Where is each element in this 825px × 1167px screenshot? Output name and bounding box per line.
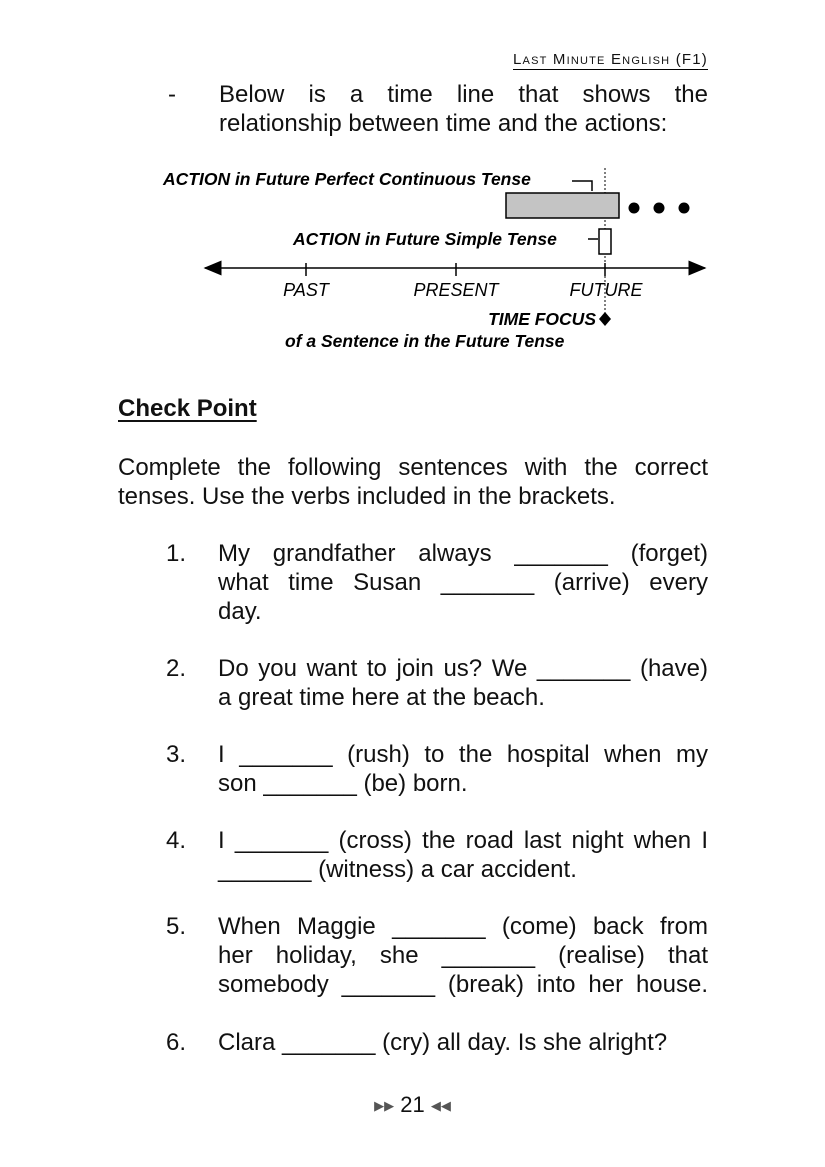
time-focus-caption: of a Sentence in the Future Tense bbox=[285, 331, 565, 351]
exercise-line: I _______ (cross) the road last night when I bbox=[218, 827, 708, 854]
exercise-line: somebody _______ (break) into her house. bbox=[218, 971, 708, 998]
exercise-line: son _______ (be) born. bbox=[218, 770, 468, 797]
intro-line-2: relationship between time and the actions: bbox=[219, 110, 668, 137]
backward-arrows-icon: ◀◀ bbox=[430, 1098, 451, 1114]
label-future-simple: ACTION in Future Simple Tense bbox=[293, 229, 557, 249]
bullet-dash: - bbox=[168, 81, 176, 108]
exercise-line: day. bbox=[218, 598, 262, 625]
continuation-dot-3 bbox=[679, 203, 690, 214]
check-point-heading: Check Point bbox=[118, 395, 257, 422]
exercise-line: Do you want to join us? We _______ (have) bbox=[218, 655, 708, 682]
exercise-number: 2. bbox=[166, 655, 187, 682]
intro-line-1: Below is a time line that shows the bbox=[219, 81, 708, 108]
exercise-number: 6. bbox=[166, 1029, 187, 1056]
action-bar-perfect-continuous bbox=[506, 193, 619, 218]
tick-label-future: FUTURE bbox=[569, 280, 643, 300]
exercise-line: My grandfather always _______ (forget) bbox=[218, 540, 708, 567]
exercise-line: I _______ (rush) to the hospital when my bbox=[218, 741, 708, 768]
tick-label-present: PRESENT bbox=[413, 280, 499, 300]
exercise-line: When Maggie _______ (come) back from bbox=[218, 913, 708, 940]
exercise-number: 5. bbox=[166, 913, 187, 940]
exercise-line: a great time here at the beach. bbox=[218, 684, 545, 711]
time-focus-label: TIME FOCUS bbox=[488, 309, 596, 329]
connector-perfect-continuous bbox=[572, 181, 592, 191]
exercise-number: 3. bbox=[166, 741, 187, 768]
check-point-instructions: Complete the following sentences with the correct tenses. Use the verbs included in the brackets. bbox=[118, 454, 708, 510]
forward-arrows-icon: ▶▶ bbox=[374, 1098, 395, 1114]
exercise-number: 1. bbox=[166, 540, 187, 567]
page-header: Last Minute English (F1) bbox=[513, 51, 708, 68]
exercise-line: what time Susan _______ (arrive) every bbox=[218, 569, 708, 596]
exercise-line: Clara _______ (cry) all day. Is she alright? bbox=[218, 1029, 668, 1056]
tick-label-past: PAST bbox=[283, 280, 329, 300]
continuation-dot-1 bbox=[629, 203, 640, 214]
timeline-diagram bbox=[0, 0, 825, 380]
exercise-line: her holiday, she _______ (realise) that bbox=[218, 942, 708, 969]
page-footer bbox=[0, 1092, 825, 1118]
action-box-simple bbox=[599, 229, 611, 254]
page-number: 21 bbox=[400, 1092, 425, 1117]
label-future-perfect-continuous: ACTION in Future Perfect Continuous Tense bbox=[163, 169, 531, 189]
continuation-dot-2 bbox=[654, 203, 665, 214]
exercise-line: _______ (witness) a car accident. bbox=[218, 856, 577, 883]
time-focus-diamond bbox=[599, 312, 611, 326]
exercise-number: 4. bbox=[166, 827, 187, 854]
